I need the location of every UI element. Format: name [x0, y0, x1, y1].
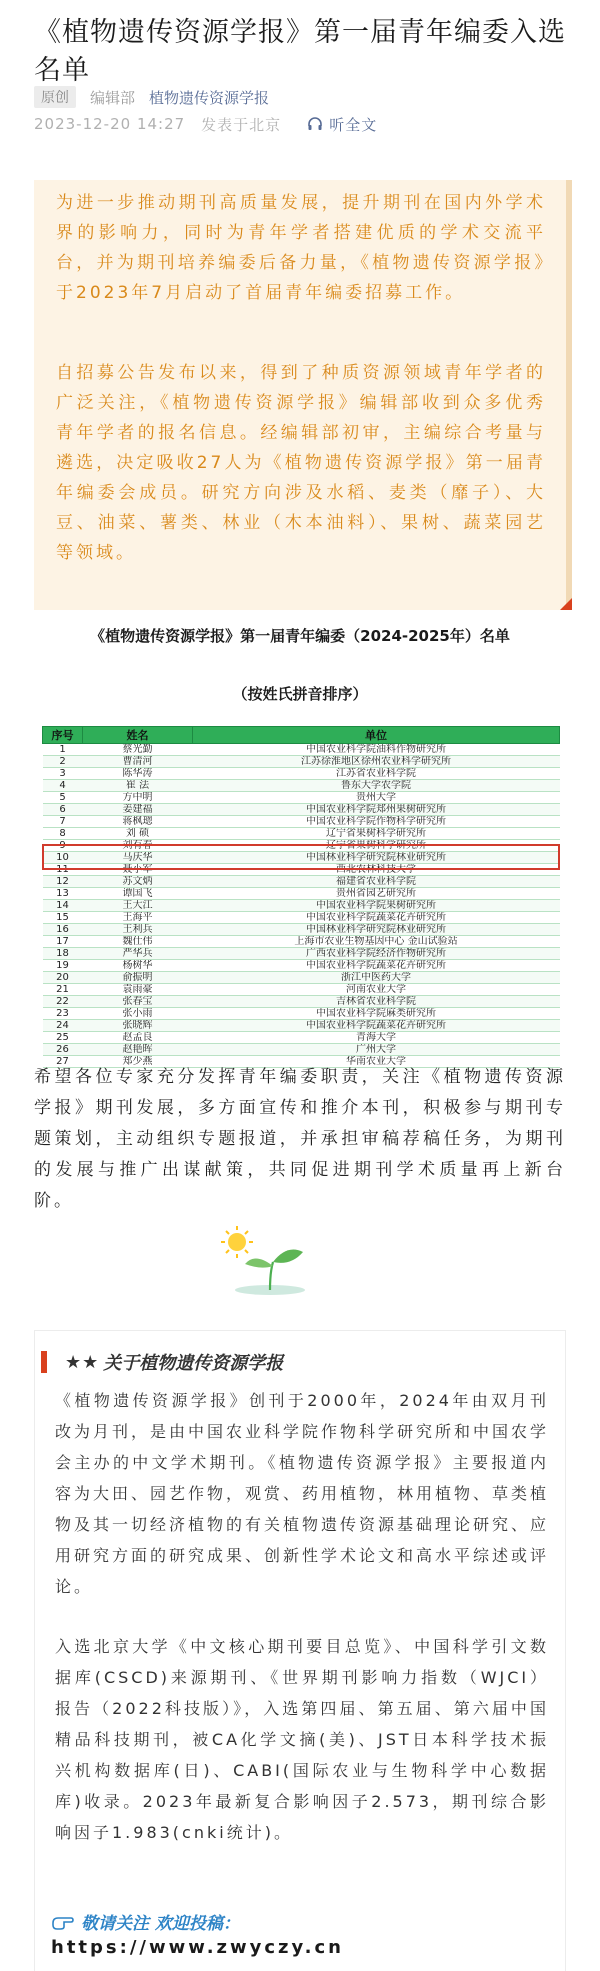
listen-label: 听全文: [329, 115, 378, 134]
table-cell-unit: 吉林省农业科学院: [193, 996, 560, 1008]
table-row: [43, 984, 560, 996]
table-body: [43, 744, 560, 1068]
table-cell-index: 4: [43, 780, 83, 792]
table-row: [43, 936, 560, 948]
submission-cta: [51, 1909, 240, 1934]
table-cell-name: 张小雨: [83, 1008, 193, 1020]
table-row: [43, 756, 560, 768]
table-cell-unit: 中国农业科学院蔬菜花卉研究所: [193, 912, 560, 924]
table-cell-index: 5: [43, 792, 83, 804]
table-cell-name: 聂小军: [83, 864, 193, 876]
table-cell-name: 谭国飞: [83, 888, 193, 900]
table-cell-name: 陈华涛: [83, 768, 193, 780]
table-row: [43, 1020, 560, 1032]
about-heading: [41, 1351, 283, 1373]
table-cell-unit: 华南农业大学: [193, 1056, 560, 1068]
table-cell-unit: 中国林业科学研究院林业研究所: [193, 852, 560, 864]
table-cell-name: 魏仕伟: [83, 936, 193, 948]
star-icon: ★★: [65, 1351, 100, 1373]
table-row: [43, 960, 560, 972]
table-cell-unit: 中国农业科学院麻类研究所: [193, 1008, 560, 1020]
table-cell-name: 赵艳晖: [83, 1044, 193, 1056]
table-cell-name: 苏文炳: [83, 876, 193, 888]
about-title: 关于植物遗传资源学报: [103, 1353, 284, 1374]
table-row: [43, 744, 560, 756]
about-paragraph-2: 入选北京大学《中文核心期刊要目总览》、中国科学引文数据库(CSCD)来源期刊、《世界期刊影响力指数（WJCI）报告（2022科技版）》，入选第四届、第五届、第六届中国精品科技期刊，被CA化学文摘(美)、JST日本科学技术振兴机构数据库(日)、CABI(国际农业与生物科学中心数据库)收录。2023年最新复合影响因子2.573，期刊综合影响因子1.983(cnki统计)。: [55, 1637, 549, 1842]
table-cell-unit: 中国农业科学院蔬菜花卉研究所: [193, 1020, 560, 1032]
original-badge: 原创: [34, 86, 76, 108]
table-cell-index: 20: [43, 972, 83, 984]
table-cell-name: 王利兵: [83, 924, 193, 936]
table-cell-name: 方中明: [83, 792, 193, 804]
table-cell-unit: 中国农业科学院作物科学研究所: [193, 816, 560, 828]
table-cell-index: 15: [43, 912, 83, 924]
table-cell-index: 18: [43, 948, 83, 960]
table-cell-name: 严华兵: [83, 948, 193, 960]
cta-text: 敬请关注 欢迎投稿：: [81, 1914, 240, 1934]
table-cell-name: 王大江: [83, 900, 193, 912]
table-cell-index: 9: [43, 840, 83, 852]
table-cell-unit: 江苏省农业科学院: [193, 768, 560, 780]
table-cell-unit: 鲁东大学农学院: [193, 780, 560, 792]
table-cell-unit: 中国农业科学院果树研究所: [193, 900, 560, 912]
table-cell-unit: 辽宁省果树科学研究所: [193, 828, 560, 840]
table-row: [43, 852, 560, 864]
table-row: [43, 996, 560, 1008]
editor-table-image: [42, 726, 560, 1068]
table-row: [43, 912, 560, 924]
table-cell-name: 蒋枫璁: [83, 816, 193, 828]
table-cell-name: 曹清河: [83, 756, 193, 768]
closing-paragraph: 希望各位专家充分发挥青年编委职责，关注《植物遗传资源学报》期刊发展，多方面宣传和推介本刊，积极参与期刊专题策划，主动组织专题报道，并承担审稿荐稿任务，为期刊的发展与推广出谋献策，共同促进期刊学术质量再上新台阶。: [34, 1067, 566, 1211]
publish-datetime: 2023-12-20 14:27: [34, 115, 186, 133]
table-row: [43, 792, 560, 804]
table-cell-index: 7: [43, 816, 83, 828]
website-link[interactable]: https://www.zwyczy.cn: [51, 1937, 344, 1958]
table-cell-unit: 中国农业科学院油料作物研究所: [193, 744, 560, 756]
table-cell-index: 22: [43, 996, 83, 1008]
table-row: [43, 768, 560, 780]
table-row: [43, 924, 560, 936]
table-cell-unit: 贵州大学: [193, 792, 560, 804]
accent-bar: [41, 1351, 47, 1373]
table-cell-index: 26: [43, 1044, 83, 1056]
table-cell-index: 23: [43, 1008, 83, 1020]
table-cell-name: 张晓辉: [83, 1020, 193, 1032]
table-row: [43, 1008, 560, 1020]
account-name-link[interactable]: 植物遗传资源学报: [149, 88, 270, 107]
table-cell-unit: 浙江中医药大学: [193, 972, 560, 984]
table-row: [43, 816, 560, 828]
article-title: 《植物遗传资源学报》第一届青年编委入选名单: [34, 17, 566, 86]
table-cell-unit: 河南农业大学: [193, 984, 560, 996]
table-cell-name: 郑少燕: [83, 1056, 193, 1068]
table-cell-name: 张春宝: [83, 996, 193, 1008]
table-cell-unit: 广州大学: [193, 1044, 560, 1056]
list-title: 《植物遗传资源学报》第一届青年编委（2024-2025年）名单: [90, 627, 510, 645]
table-cell-index: 2: [43, 756, 83, 768]
table-cell-index: 10: [43, 852, 83, 864]
table-cell-index: 27: [43, 1056, 83, 1068]
table-cell-index: 1: [43, 744, 83, 756]
table-cell-unit: 青海大学: [193, 1032, 560, 1044]
table-row: [43, 948, 560, 960]
table-cell-index: 16: [43, 924, 83, 936]
publish-location: 发表于北京: [201, 115, 282, 134]
table-cell-index: 13: [43, 888, 83, 900]
table-row: [43, 828, 560, 840]
about-card: [34, 1330, 566, 1971]
table-cell-unit: 广西农业科学院经济作物研究所: [193, 948, 560, 960]
table-row: [43, 840, 560, 852]
table-row: [43, 1044, 560, 1056]
table-row: [43, 900, 560, 912]
table-cell-name: 杨树华: [83, 960, 193, 972]
table-cell-unit: 江苏徐淮地区徐州农业科学研究所: [193, 756, 560, 768]
table-cell-index: 14: [43, 900, 83, 912]
table-cell-name: 赵孟良: [83, 1032, 193, 1044]
table-cell-index: 19: [43, 960, 83, 972]
about-paragraph-1: 《植物遗传资源学报》创刊于2000年，2024年由双月刊改为月刊，是由中国农业科学院作物科学研究所和中国农学会主办的中文学术期刊。《植物遗传资源学报》主要报道内容为大田、园艺作物，观赏、药用植物，林用植物、草类植物及其一切经济植物的有关植物遗传资源基础理论研究、应用研究方面的研究成果、创新性学术论文和高水平综述或评论。: [55, 1391, 550, 1596]
table-cell-index: 17: [43, 936, 83, 948]
table-cell-index: 6: [43, 804, 83, 816]
table-cell-index: 11: [43, 864, 83, 876]
table-cell-name: 姜建福: [83, 804, 193, 816]
table-cell-unit: 中国林业科学研究院林业研究所: [193, 924, 560, 936]
table-row: [43, 780, 560, 792]
list-subtitle: （按姓氏拼音排序）: [232, 685, 368, 703]
intro-box: [34, 180, 572, 610]
intro-paragraph-1: 为进一步推动期刊高质量发展，提升期刊在国内外学术界的影响力，同时为青年学者搭建优质的学术交流平台，并为期刊培养编委后备力量，《植物遗传资源学报》于2023年7月启动了首届青年编委招募工作。: [56, 193, 546, 303]
table-cell-name: 俞振明: [83, 972, 193, 984]
table-row: [43, 888, 560, 900]
table-header-name: 姓名: [83, 727, 193, 744]
table-cell-name: 马庆华: [83, 852, 193, 864]
intro-paragraph-2: 自招募公告发布以来，得到了种质资源领域青年学者的广泛关注，《植物遗传资源学报》编辑部收到众多优秀青年学者的报名信息。经编辑部初审，主编综合考量与遴选，决定吸收27人为《植物遗传资源学报》第一届青年编委会成员。研究方向涉及水稻、麦类（靡子）、大豆、油菜、薯类、林业（木本油料）、果树、蔬菜园艺等领域。: [56, 363, 546, 563]
table-cell-name: 蔡光勤: [83, 744, 193, 756]
table-cell-unit: 上海市农业生物基因中心 金山试验站: [193, 936, 560, 948]
table-cell-index: 8: [43, 828, 83, 840]
table-cell-unit: 中国农业科学院蔬菜花卉研究所: [193, 960, 560, 972]
table-cell-name: 刘有春: [83, 840, 193, 852]
table-row: [43, 972, 560, 984]
table-row: [43, 1032, 560, 1044]
table-header-index: 序号: [43, 727, 83, 744]
editor-table: [42, 726, 560, 1068]
table-cell-index: 21: [43, 984, 83, 996]
listen-full-button[interactable]: [307, 114, 377, 135]
article-meta-time: [34, 113, 377, 135]
table-cell-index: 12: [43, 876, 83, 888]
table-cell-index: 25: [43, 1032, 83, 1044]
table-cell-name: 王海平: [83, 912, 193, 924]
headphones-icon: [307, 116, 323, 132]
table-cell-unit: 西北农林科技大学: [193, 864, 560, 876]
table-row: [43, 864, 560, 876]
table-row: [43, 876, 560, 888]
table-cell-name: 刘 硕: [83, 828, 193, 840]
article-meta-source: [34, 86, 269, 108]
author-department: 编辑部: [90, 88, 136, 107]
table-cell-unit: 中国农业科学院郑州果树研究所: [193, 804, 560, 816]
table-cell-index: 24: [43, 1020, 83, 1032]
table-row: [43, 804, 560, 816]
pointing-hand-icon: [51, 1914, 77, 1930]
table-header-unit: 单位: [193, 727, 560, 744]
table-cell-unit: 福建省农业科学院: [193, 876, 560, 888]
table-cell-unit: 贵州省园艺研究所: [193, 888, 560, 900]
sun-sprout-icon: [215, 1222, 315, 1297]
table-cell-name: 袁雨豪: [83, 984, 193, 996]
table-cell-unit: 辽宁省果树科学研究所: [193, 840, 560, 852]
table-cell-name: 崔 法: [83, 780, 193, 792]
table-cell-index: 3: [43, 768, 83, 780]
